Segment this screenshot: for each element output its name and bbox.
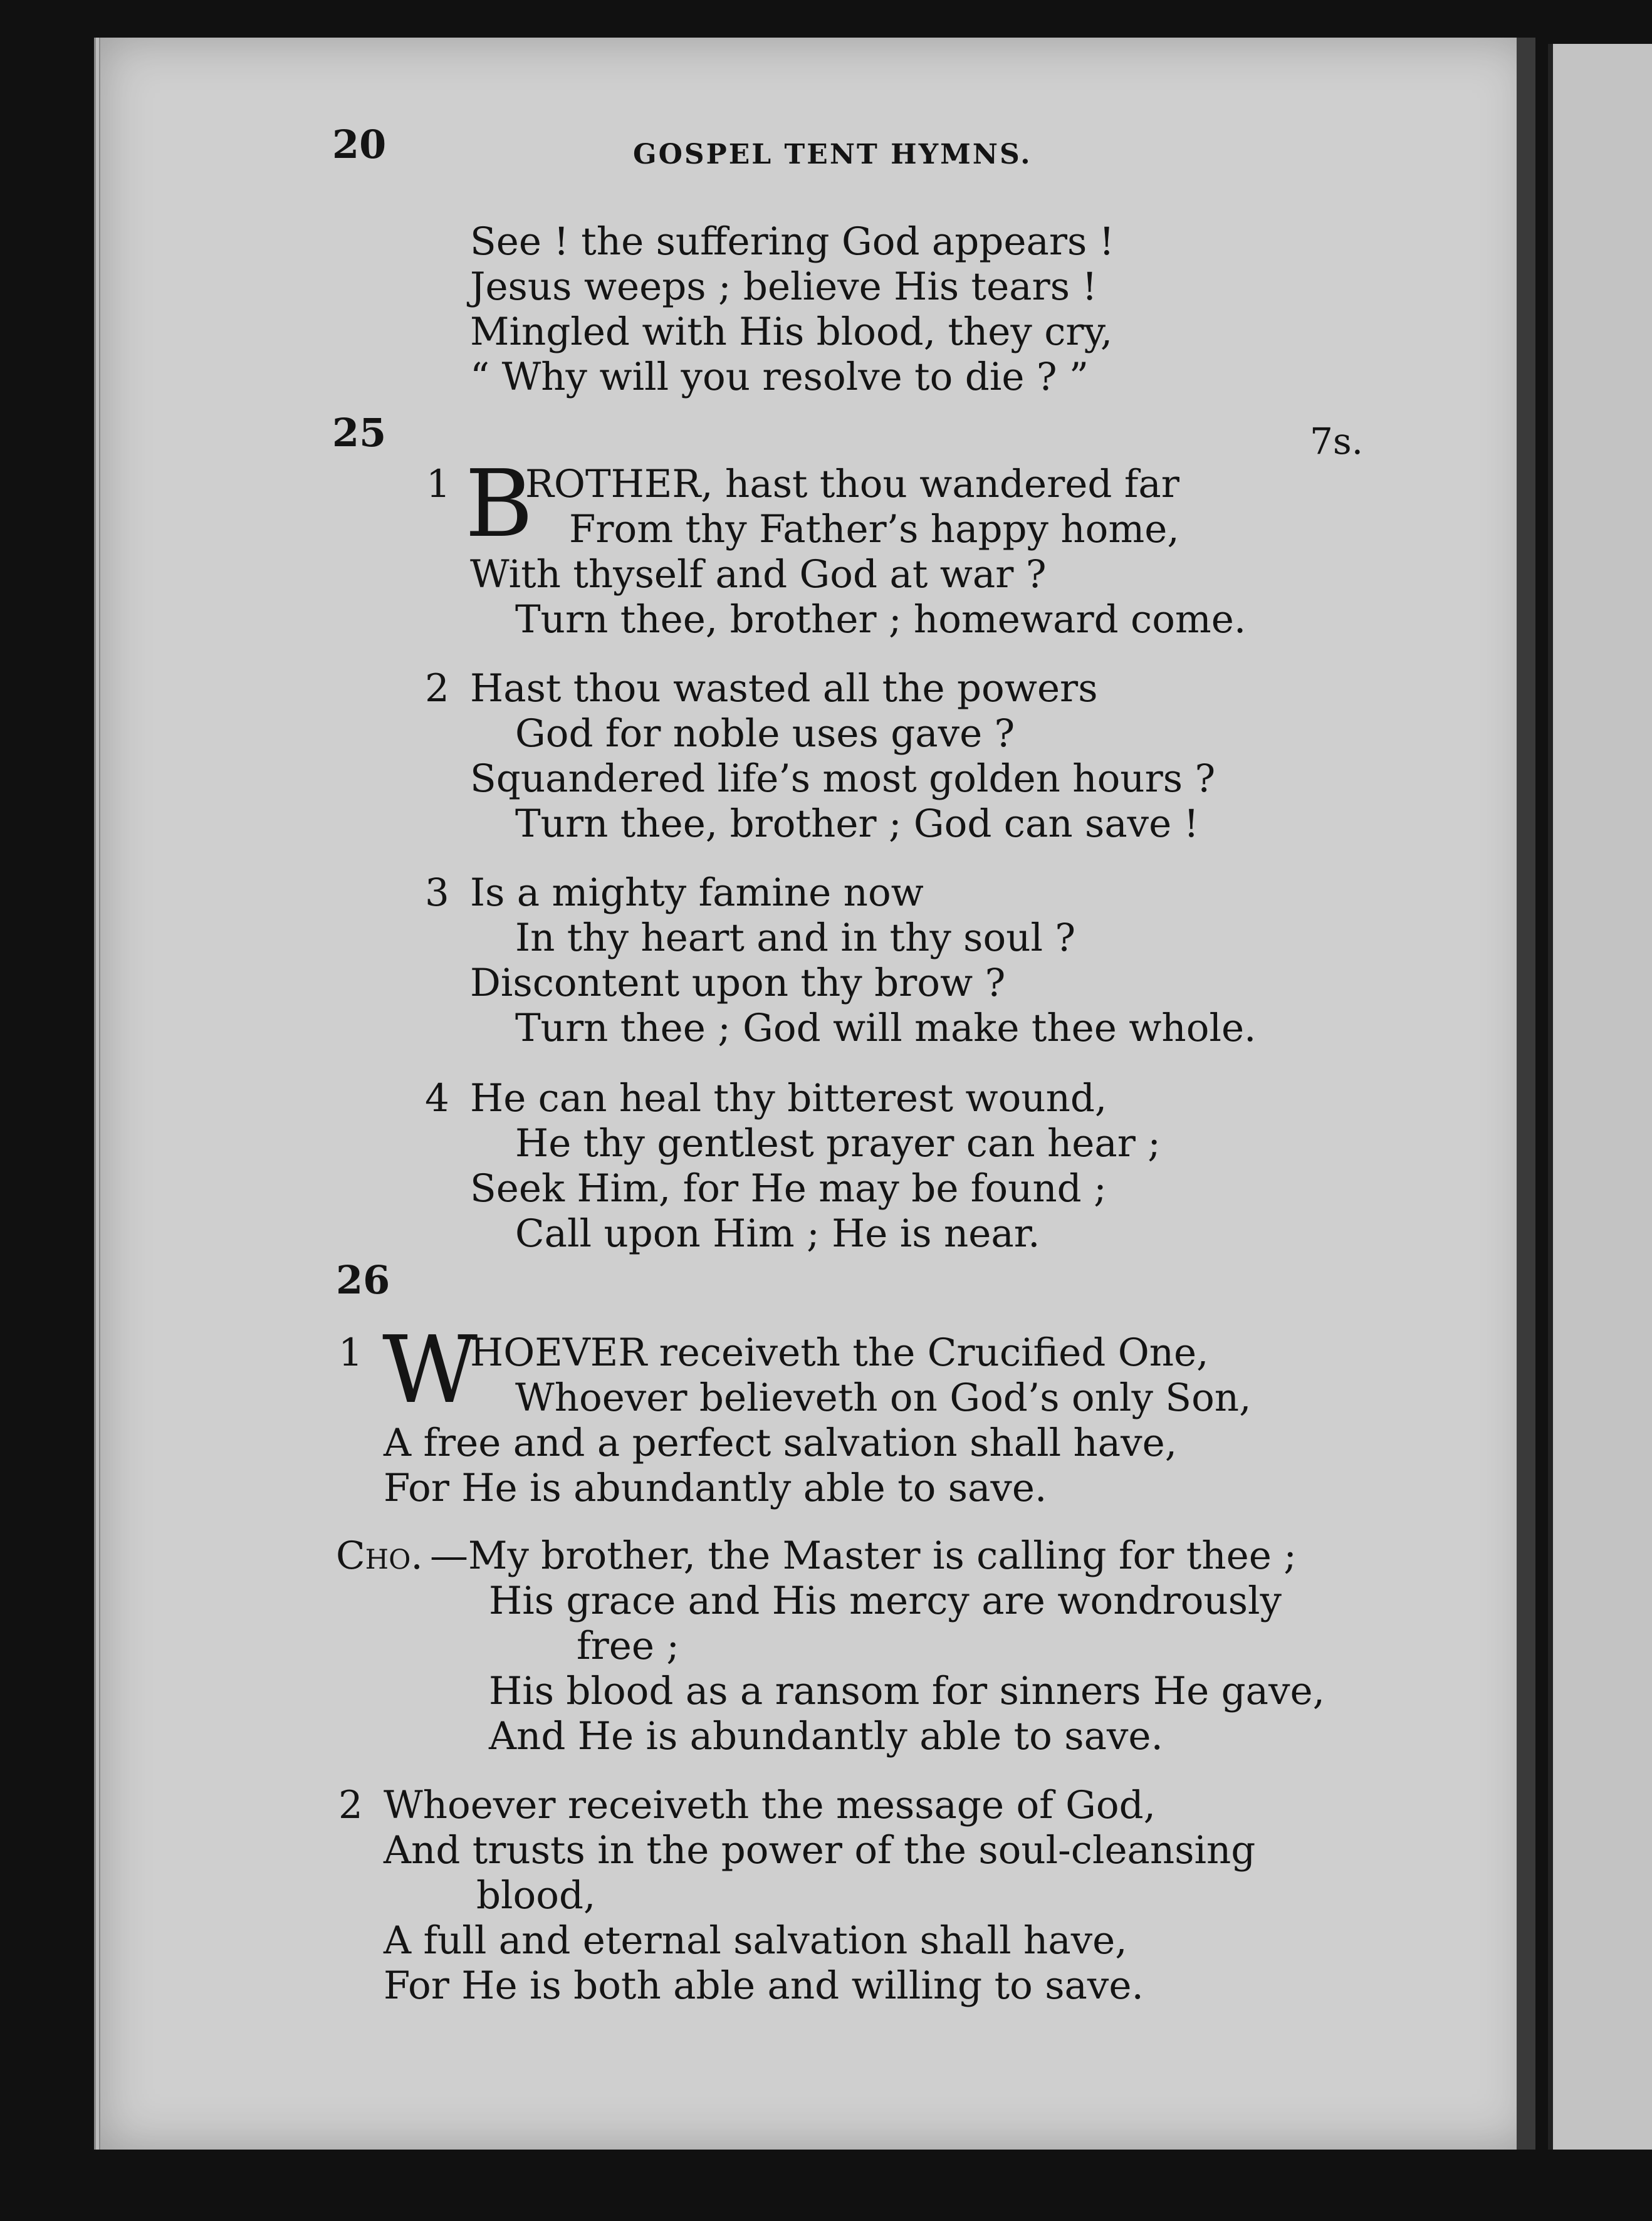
intro-line-3: Mingled with His blood, they cry, <box>470 310 1113 354</box>
h25-s1-number: 1 <box>426 462 451 506</box>
h25-s4-line1: He can heal thy bitterest wound, <box>470 1076 1107 1121</box>
h26-s2-line1: Whoever receiveth the message of God, <box>384 1783 1156 1827</box>
h25-s1-line2: From thy Father’s happy home, <box>569 507 1179 551</box>
h26-s2-line2: And trusts in the power of the soul-cleansing <box>384 1828 1256 1873</box>
h26-s1-line2: Whoever believeth on God’s only Son, <box>515 1376 1252 1420</box>
h25-s3-line2: In thy heart and in thy soul ? <box>515 916 1076 960</box>
h25-s1-line3: With thyself and God at war ? <box>470 552 1047 597</box>
page-number: 20 <box>332 122 387 167</box>
h26-s2-line2-cont: blood, <box>476 1873 596 1918</box>
h26-s1-line4: For He is abundantly able to save. <box>384 1466 1047 1510</box>
h26-drop-cap: W <box>382 1316 478 1424</box>
h26-s2-line3: A full and eternal salvation shall have, <box>384 1918 1127 1963</box>
chorus-line2: His grace and His mercy are wondrously <box>489 1579 1282 1623</box>
h25-s2-line1: Hast thou wasted all the powers <box>470 666 1098 711</box>
book-spine <box>1517 38 1535 2150</box>
h25-s4-line2: He thy gentlest prayer can hear ; <box>515 1121 1161 1166</box>
h25-s3-line3: Discontent upon thy brow ? <box>470 961 1006 1005</box>
h26-s1-line3: A free and a perfect salvation shall have, <box>384 1421 1178 1465</box>
hymn-25-meter: 7s. <box>1310 420 1364 462</box>
h25-s3-number: 3 <box>425 870 449 915</box>
chorus-line3: His blood as a ransom for sinners He gave, <box>489 1669 1325 1713</box>
h25-s2-line2: God for noble uses gave ? <box>515 711 1015 756</box>
chorus-line2-cont: free ; <box>577 1624 679 1668</box>
h25-s1-line4: Turn thee, brother ; homeward come. <box>515 597 1247 642</box>
running-title: GOSPEL TENT HYMNS. <box>633 138 1032 170</box>
h25-s2-number: 2 <box>425 666 449 711</box>
h25-s3-line1: Is a mighty famine now <box>470 870 924 915</box>
intro-line-2: Jesus weeps ; believe His tears ! <box>470 264 1097 309</box>
h26-s1-number: 1 <box>338 1330 363 1375</box>
chorus-line4: And He is abundantly able to save. <box>489 1714 1163 1759</box>
facing-page <box>1548 44 1652 2150</box>
h26-s1-line1: HOEVER receiveth the Crucified One, <box>470 1330 1209 1375</box>
h25-s3-line4: Turn thee ; God will make thee whole. <box>515 1006 1257 1050</box>
h25-s1-line1: ROTHER, hast thou wandered far <box>525 462 1179 506</box>
h25-s4-line4: Call upon Him ; He is near. <box>515 1211 1040 1256</box>
chorus-line1: —My brother, the Master is calling for thee ; <box>430 1534 1297 1578</box>
chorus-label: Cho. <box>336 1534 423 1578</box>
hymn-25-number: 25 <box>332 410 387 456</box>
h25-s2-line3: Squandered life’s most golden hours ? <box>470 756 1216 801</box>
hymn-26-number: 26 <box>336 1257 390 1303</box>
h25-s2-line4: Turn thee, brother ; God can save ! <box>515 802 1200 846</box>
h26-s2-line4: For He is both able and willing to save. <box>384 1963 1144 2008</box>
h25-drop-cap: B <box>465 450 533 558</box>
intro-line-4: “ Why will you resolve to die ? ” <box>470 355 1089 399</box>
h26-s2-number: 2 <box>338 1783 363 1827</box>
h25-s4-line3: Seek Him, for He may be found ; <box>470 1166 1107 1211</box>
h25-s4-number: 4 <box>425 1076 449 1121</box>
intro-line-1: See ! the suffering God appears ! <box>470 219 1115 264</box>
